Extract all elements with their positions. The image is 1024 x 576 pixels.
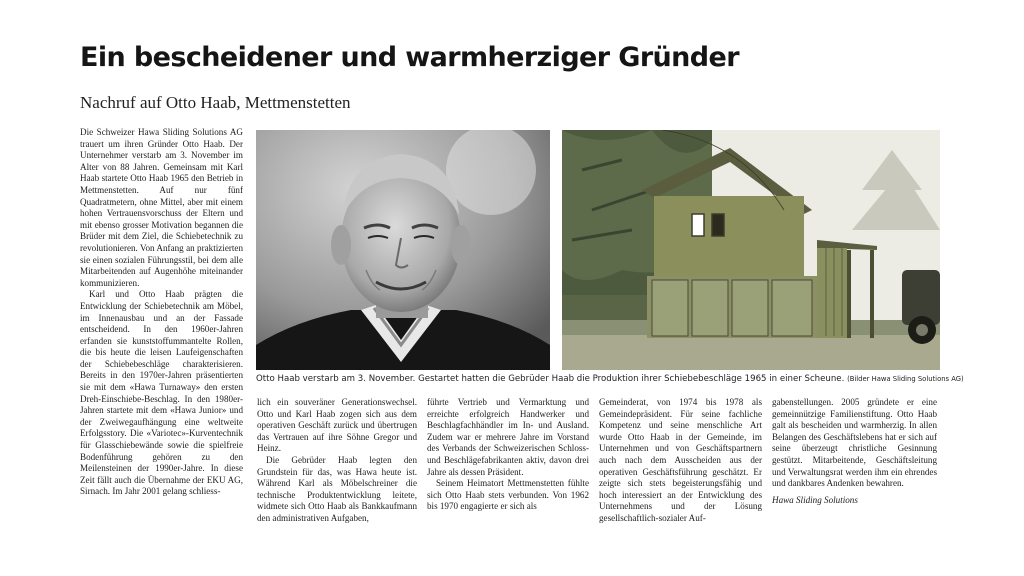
paragraph: Seinem Heimatort Mettmenstetten fühlte sich Otto Haab stets verbunden. Von 1962 bis 1970 engagierte er sich als	[427, 478, 589, 512]
author-signature: Hawa Sliding Solutions	[772, 494, 858, 505]
text-column-5	[772, 397, 937, 529]
paragraph: lich ein souveräner Generationswechsel. Otto und Karl Haab zogen sich aus dem operativen Geschäft zurück und übertrugen das Vertrauen auf ihre Söhne Gregor und Heinz.	[257, 397, 417, 454]
portrait-photo-otto-haab	[256, 130, 550, 370]
barn-illustration	[562, 130, 940, 370]
text-column-3	[427, 397, 589, 529]
paragraph: Die Gebrüder Haab legten den Grundstein für das, was Hawa heute ist. Während Karl als Möbelschreiner die technische Produktentwicklung leitete, widmete sich Otto Haab als Bankkaufmann den administrativen Aufgaben,	[257, 454, 417, 523]
paragraph: Karl und Otto Haab prägten die Entwicklung der Schiebetechnik am Möbel, im Innenausbau und an der Fassade entscheidend. In den 1960er-Jahren erfanden sie kunststoffummantelte Rollen, die bis heute die leisen Laufeigenschaften der Schiebebeschläge charakterisieren. Bereits in den 1970er-Jahren präsentierten sie mit dem «Hawa Turnaway» den ersten Dreh-Einschiebe-Beschlag. In den 1980er-Jahren startete mit dem «Hawa Junior» und der Zweiwegaufhängung eine weltweite Erfolgsstory. Die «Variotec»-Kurventechnik für Glasschiebewände sowie die spielfreie Bodenführung gehören zu den Meilensteinen der 1990er-Jahre. In diese Zeit fällt auch die Übernahme der EKU AG, Sirnach. Im Jahr 2001 gelang schliess-	[80, 289, 243, 497]
paragraph: gabenstellungen. 2005 gründete er eine gemeinnützige Familienstiftung. Otto Haab galt als bescheiden und warmherzig. In allen Belangen des Geschäftslebens hat er sich auf seine überzeugt christliche Gesinnung gestützt. Mitarbeitende, Geschäftsleitung und Verwaltungsrat werden ihm ein ehrendes und dankbares Andenken bewahren.	[772, 397, 937, 489]
barn-photo	[562, 130, 940, 370]
paragraph: Gemeinderat, von 1974 bis 1978 als Gemeindepräsident. Für seine fachliche Kompetenz und seine menschliche Art wurde Otto Haab in der Gemeinde, im Unternehmen und von Geschäftspartnern auch nach dem Ausscheiden aus der operativen Geschäftsführung geschätzt. Er zeigte sich stets begeisterungsfähig und hoch interessiert an der Entwicklung des Unternehmens und der Lösung gesellschaftlich-sozialer Auf-	[599, 397, 762, 523]
text-column-2	[257, 397, 417, 529]
photo-credit: (Bilder Hawa Sliding Solutions AG)	[847, 375, 964, 383]
portrait-illustration	[256, 130, 550, 370]
text-column-4	[599, 397, 762, 529]
text-column-1	[80, 127, 243, 531]
photo-caption	[256, 374, 964, 384]
headline: Ein bescheidener und warmherziger Gründer	[80, 42, 739, 73]
paragraph: Die Schweizer Hawa Sliding Solutions AG trauert um ihren Gründer Otto Haab. Der Unternehmer verstarb am 3. November im Alter von 88 Jahren. Gemeinsam mit Karl Haab startete Otto Haab 1965 den Betrieb in Mettmenstetten. Auf nur fünf Quadratmetern, ohne Mittel, aber mit einem hohen Vertrauensvorschuss der Eltern und mit ebenso grosser Motivation begannen die Brüder mit dem Ziel, die Schiebetechnik zu revolutionieren. Von Anfang an praktizierten sie einen sozialen Führungsstil, bei dem alle Mitarbeitenden auf Augenhöhe miteinander kommunizieren.	[80, 127, 243, 288]
paragraph: führte Vertrieb und Vermarktung und erreichte erfolgreich Handwerker und Beschlagfachhändler im In- und Ausland. Zudem war er mehrere Jahre im Vorstand des Verbands der Schweizerischen Schloss- und Beschlägefabrikanten aktiv, davon drei Jahre als dessen Präsident.	[427, 397, 589, 477]
caption-text: Otto Haab verstarb am 3. November. Gestartet hatten die Gebrüder Haab die Produktion ihrer Schiebebeschläge 1965 in einer Scheune.	[256, 374, 845, 384]
subheadline: Nachruf auf Otto Haab, Mettmenstetten	[80, 93, 351, 112]
